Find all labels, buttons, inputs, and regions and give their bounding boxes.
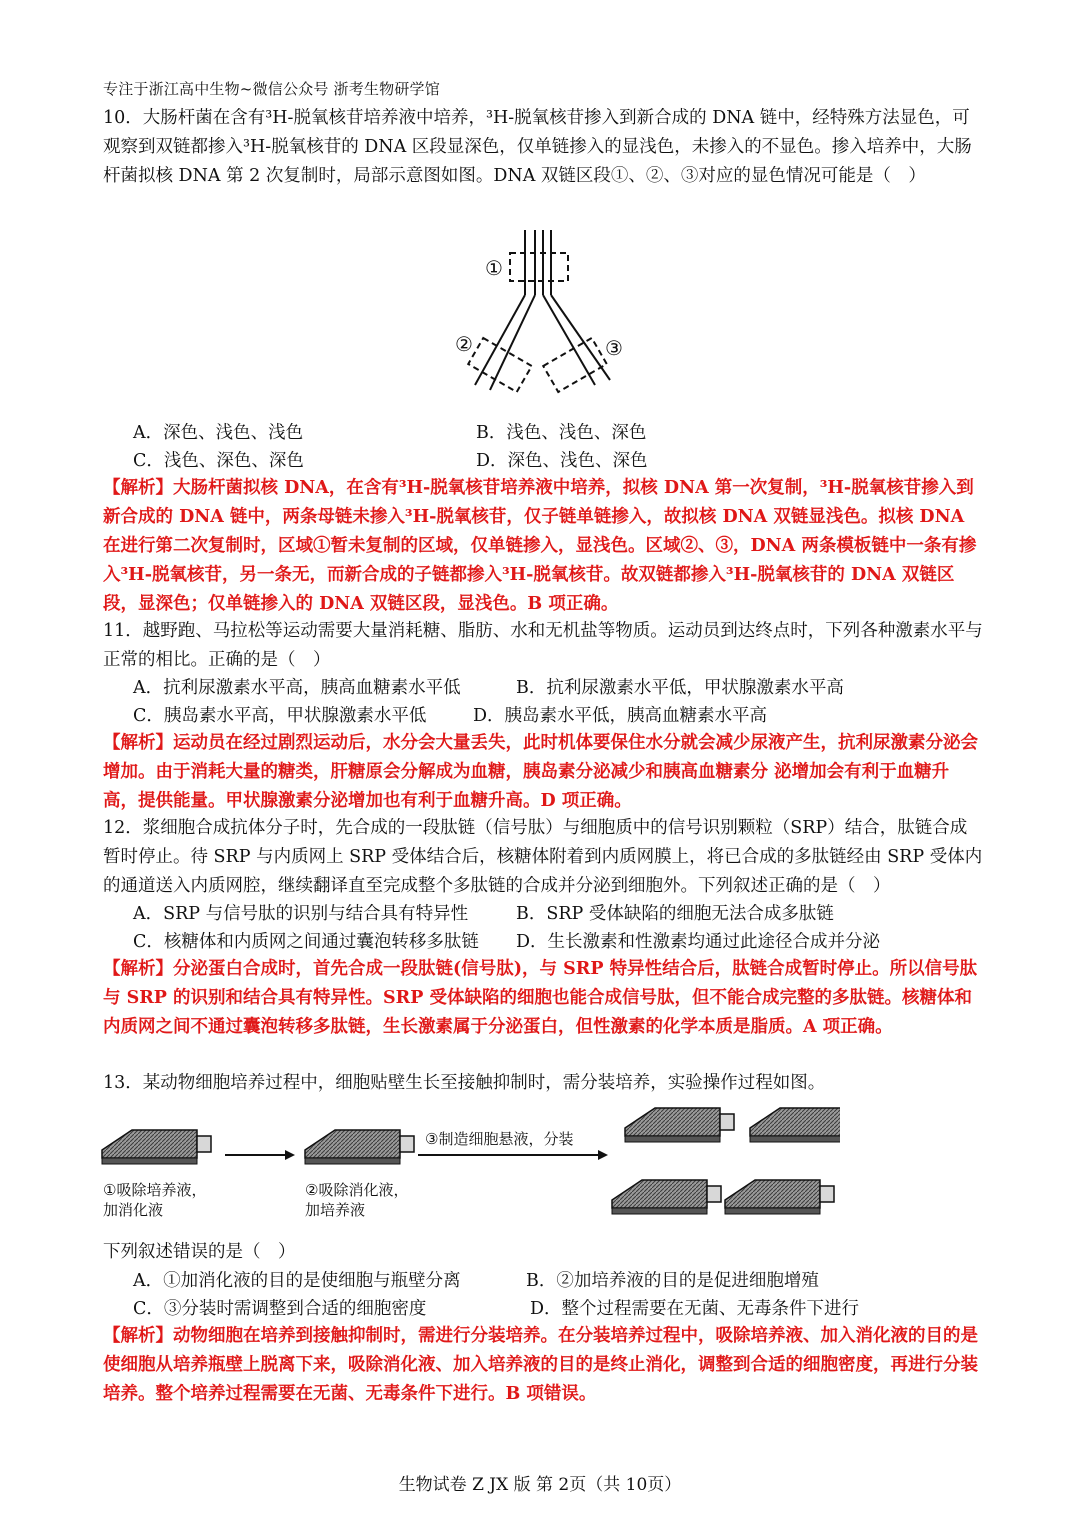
q13-option-d[interactable]: D．整个过程需要在无菌、无毒条件下进行: [530, 1299, 860, 1319]
q10-analysis: 【解析】大肠杆菌拟核 DNA，在含有³H-脱氧核苷培养液中培养，拟核 DNA 第一次复制，³H-脱氧核苷掺入到新合成的 DNA 链中，两条母链未掺入³H-脱氧核苷，仅子链单链掺入，故拟核 DNA 双链显浅色。拟核 DNA 在进行第二次复制时，区域①暂未复制的区域，仅单链掺入，显浅色。区域②、③，DNA 两条模板链中一条有掺入³H-脱氧核苷，另一条无，而新合成的子链都掺入³H-脱氧核苷。故双链都掺入³H-脱氧核苷的 DNA 双链区段，显深色；仅单链掺入的 DNA 双链区段，显浅色。B 项正确。: [103, 478, 977, 614]
culture-flask-icon: [750, 1108, 840, 1142]
culture-flask-icon: [625, 1108, 734, 1142]
culture-flask-icon: [725, 1180, 834, 1214]
q12-analysis: 【解析】分泌蛋白合成时，首先合成一段肽链(信号肽)，与 SRP 特异性结合后，肽链合成暂时停止。所以信号肽与 SRP 的识别和结合具有特异性。SRP 受体缺陷的细胞也能合成信号肽，但不能合成完整的多肽链。核糖体和内质网之间不通过囊泡转移多肽链，生长激素属于分泌蛋白，但性激素的化学本质是脂质。A 项正确。: [103, 959, 978, 1037]
q12-option-b[interactable]: B．SRP 受体缺陷的细胞无法合成多肽链: [516, 904, 834, 924]
label-1: ①: [485, 256, 503, 280]
q11-option-a[interactable]: A．抗利尿激素水平高，胰高血糖素水平低: [133, 678, 461, 698]
q13-option-a[interactable]: A．①加消化液的目的是使细胞与瓶壁分离: [133, 1271, 461, 1291]
q13-option-c[interactable]: C．③分装时需调整到合适的细胞密度: [133, 1299, 427, 1319]
q13-analysis: 【解析】动物细胞在培养到接触抑制时，需进行分装培养。在分装培养过程中，吸除培养液、加入消化液的目的是使细胞从培养瓶壁上脱离下来，吸除消化液、加入培养液的目的是终止消化，调整到合适的细胞密度，再进行分装培养。整个培养过程需要在无菌、无毒条件下进行。B 项错误。: [103, 1326, 978, 1404]
q12-options-row1: [133, 900, 993, 928]
q10-option-c[interactable]: C．浅色、深色、深色: [133, 451, 304, 471]
q11-analysis: 【解析】运动员在经过剧烈运动后，水分会大量丢失，此时机体要保住水分就会减少尿液产生，抗利尿激素分泌会增加。由于消耗大量的糖类，肝糖原会分解成为血糖，胰岛素分泌减少和胰高血糖素分 泌增加会有利于血糖升高，提供能量。甲状腺激素分泌增加也有利于血糖升高。D 项正确。: [103, 733, 978, 811]
step1-caption: [103, 1180, 206, 1220]
step1-line1: ①吸除培养液，: [103, 1181, 207, 1199]
q11-option-b[interactable]: B．抗利尿激素水平低，甲状腺激素水平高: [516, 678, 844, 698]
q10-option-d[interactable]: D．深色、浅色、深色: [476, 451, 648, 471]
q10-option-b[interactable]: B．浅色、浅色、深色: [476, 423, 647, 443]
q11-options-row1: [133, 674, 993, 702]
q13-lead: 下列叙述错误的是（ ）: [103, 1242, 296, 1262]
cell-culture-diagram: [100, 1100, 840, 1225]
culture-flask-icon: [305, 1130, 414, 1164]
q12-stem: 12．浆细胞合成抗体分子时，先合成的一段肽链（信号肽）与细胞质中的信号识别颗粒（SRP）结合，肽链合成暂时停止。待 SRP 与内质网上 SRP 受体结合后，核糖体附着到内质网膜上，将已合成的多肽链经由 SRP 受体内的通道送入内质网腔，继续翻译直至完成整个多肽链的合成并分泌到细胞外。下列叙述正确的是（ ）: [103, 818, 983, 896]
q13-options-row2: [133, 1295, 993, 1323]
q13-options-row1: [133, 1267, 993, 1295]
culture-flask-icon: [612, 1180, 721, 1214]
step2-line1: ②吸除消化液，: [305, 1181, 409, 1199]
q11-option-d[interactable]: D．胰岛素水平低，胰高血糖素水平高: [473, 706, 768, 726]
q12-option-d[interactable]: D．生长激素和性激素均通过此途径合成并分泌: [516, 932, 881, 952]
step2-caption: [305, 1180, 408, 1220]
step2-line2: 加培养液: [305, 1201, 366, 1219]
q11-stem: 11．越野跑、马拉松等运动需要大量消耗糖、脂肪、水和无机盐等物质。运动员到达终点时，下列各种激素水平与正常的相比。正确的是（ ）: [103, 621, 983, 670]
q11-options-row2: [133, 702, 993, 730]
label-3: ③: [605, 336, 623, 360]
page-footer: 生物试卷 Z JX 版 第 2页（共 10页）: [398, 1475, 682, 1495]
q13-option-b[interactable]: B．②加培养液的目的是促进细胞增殖: [526, 1271, 819, 1291]
label-2: ②: [455, 332, 473, 356]
q12-options-row2: [133, 928, 993, 956]
step1-line2: 加消化液: [103, 1201, 164, 1219]
q10-options-row2: [133, 447, 993, 475]
step3-label: ③制造细胞悬液，分装: [425, 1130, 574, 1148]
culture-flask-icon: [102, 1130, 211, 1164]
page-header: 专注于浙江高中生物~微信公众号 浙考生物研学馆: [103, 80, 440, 98]
q13-stem: 13．某动物细胞培养过程中，细胞贴壁生长至接触抑制时，需分装培养，实验操作过程如图。: [103, 1073, 826, 1093]
q10-option-a[interactable]: A．深色、浅色、浅色: [133, 423, 304, 443]
dna-replication-diagram: [455, 225, 635, 395]
q10-stem: 10．大肠杆菌在含有³H-脱氧核苷培养液中培养，³H-脱氧核苷掺入到新合成的 DNA 链中，经特殊方法显色，可观察到双链都掺入³H-脱氧核苷的 DNA 区段显深色，仅单链掺入的显浅色，未掺入的不显色。掺入培养中，大肠杆菌拟核 DNA 第 2 次复制时，局部示意图如图。DNA 双链区段①、②、③对应的显色情况可能是（ ）: [103, 108, 972, 186]
q11-option-c[interactable]: C．胰岛素水平高，甲状腺激素水平低: [133, 706, 427, 726]
q10-options-row1: [133, 419, 993, 447]
q12-option-c[interactable]: C．核糖体和内质网之间通过囊泡转移多肽链: [133, 932, 479, 952]
q12-option-a[interactable]: A．SRP 与信号肽的识别与结合具有特异性: [133, 904, 469, 924]
